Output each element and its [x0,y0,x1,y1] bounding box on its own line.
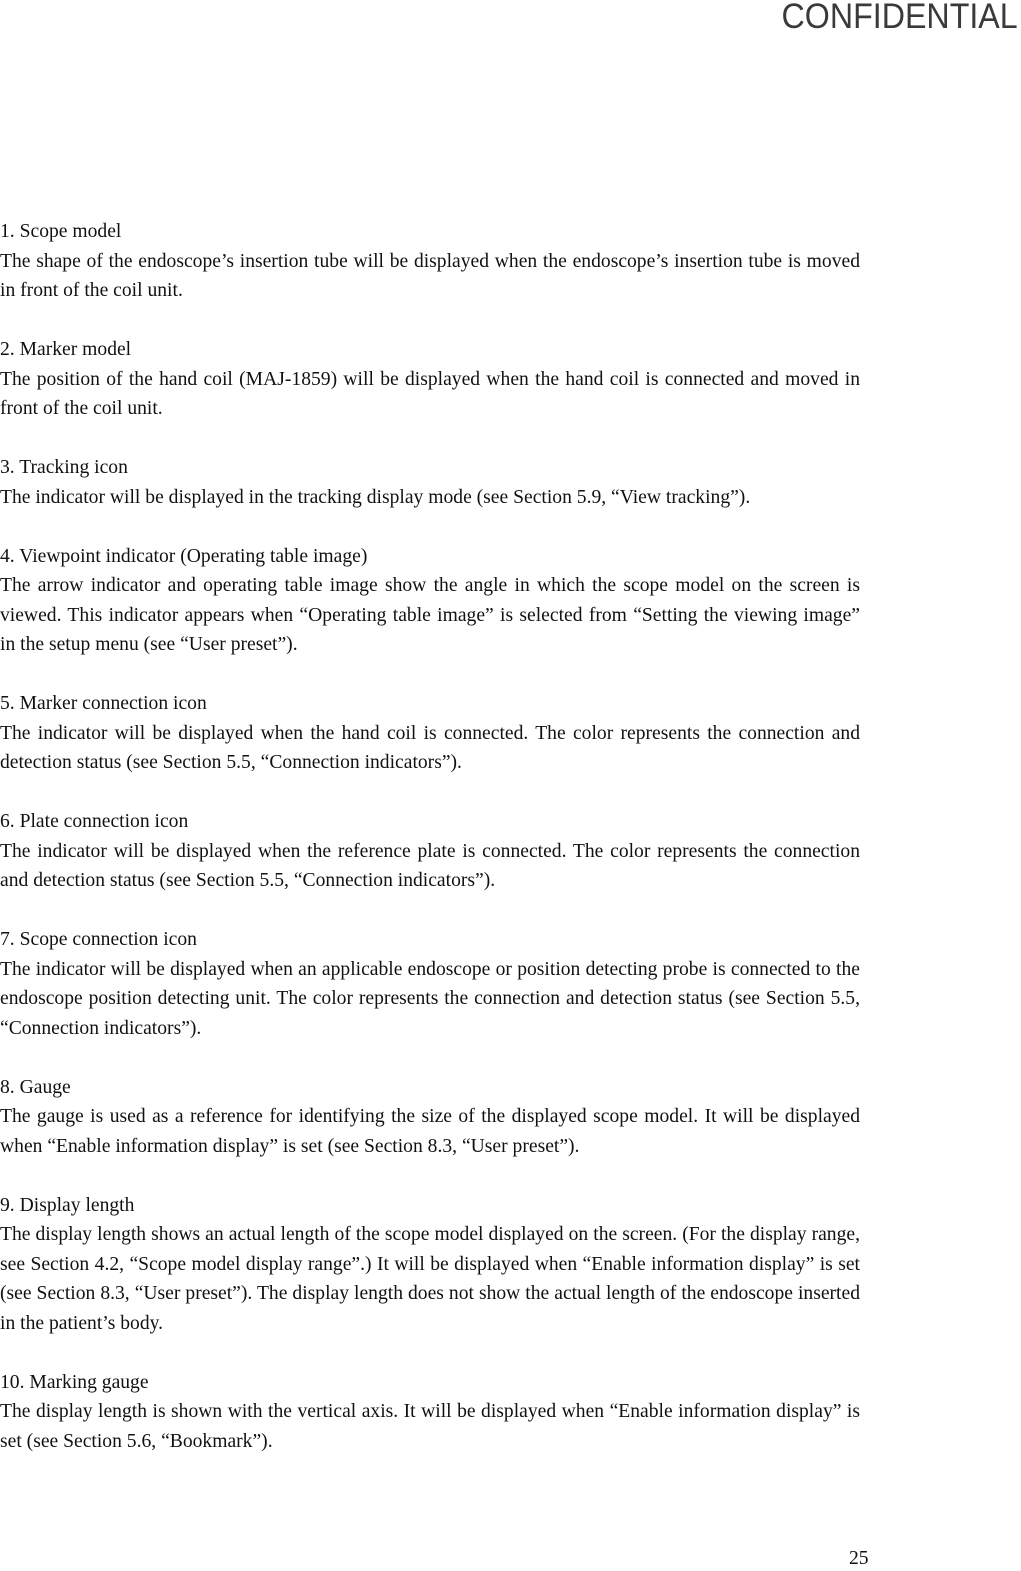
section-scope-connection-icon [0,925,860,1043]
section-heading: 10. Marking gauge [0,1371,149,1393]
section-heading: 4. Viewpoint indicator (Operating table image) [0,545,368,567]
section-display-length [0,1191,860,1339]
section-text: The arrow indicator and operating table image show the angle in which the scope model on the screen is viewed. This indicator appears when “Operating table image” is selected from “Setting the viewing image” in the setup menu (see “User preset”). [0,575,860,655]
section-heading: 9. Display length [0,1194,135,1216]
section-heading: 1. Scope model [0,221,122,242]
section-text: The indicator will be displayed when an applicable endoscope or position detecting probe is connected to the endoscope position detecting unit. The color represents the connection and detection status (see Section 5.5, “Connection indicators”). [0,958,860,1039]
section-heading: 6. Plate connection icon [0,811,189,832]
section-text: The indicator will be displayed when the hand coil is connected. The color represents the connection and detection status (see Section 5.5, “Connection indicators”). [0,722,860,773]
section-heading: 5. Marker connection icon [0,693,207,714]
section-text: The display length shows an actual length of the scope model displayed on the screen. (For the display range, see Section 4.2, “Scope model display range”.) It will be displayed when “Enable information display” is set (see Section 8.3, “User preset”). The display length does not show the actual length of the endoscope inserted in the patient’s body. [0,1224,860,1334]
section-text: The indicator will be displayed when the reference plate is connected. The color represents the connection and detection status (see Section 5.5, “Connection indicators”). [0,840,860,891]
section-tracking-icon [0,453,860,512]
section-heading: 7. Scope connection icon [0,929,197,950]
confidential-label: CONFIDENTIAL [781,0,1018,36]
section-marking-gauge [0,1368,860,1457]
section-viewpoint-indicator [0,542,860,660]
section-marker-connection-icon [0,689,860,778]
page-number: 25 [849,1548,869,1569]
section-gauge [0,1073,860,1162]
document-body [0,217,860,1486]
section-heading: 3. Tracking icon [0,457,128,478]
section-heading: 2. Marker model [0,339,132,360]
section-text: The indicator will be displayed in the tracking display mode (see Section 5.9, “View tracking”). [0,486,751,508]
section-scope-model [0,217,860,306]
section-plate-connection-icon [0,807,860,896]
section-heading: 8. Gauge [0,1076,71,1098]
section-text: The position of the hand coil (MAJ-1859) will be displayed when the hand coil is connected and moved in front of the coil unit. [0,368,860,419]
section-text: The display length is shown with the vertical axis. It will be displayed when “Enable information display” is set (see Section 5.6, “Bookmark”). [0,1401,860,1452]
section-marker-model [0,335,860,424]
section-text: The shape of the endoscope’s insertion tube will be displayed when the endoscope’s insertion tube is moved in front of the coil unit. [0,250,860,301]
section-text: The gauge is used as a reference for identifying the size of the displayed scope model. It will be displayed when “Enable information display” is set (see Section 8.3, “User preset”). [0,1106,860,1157]
